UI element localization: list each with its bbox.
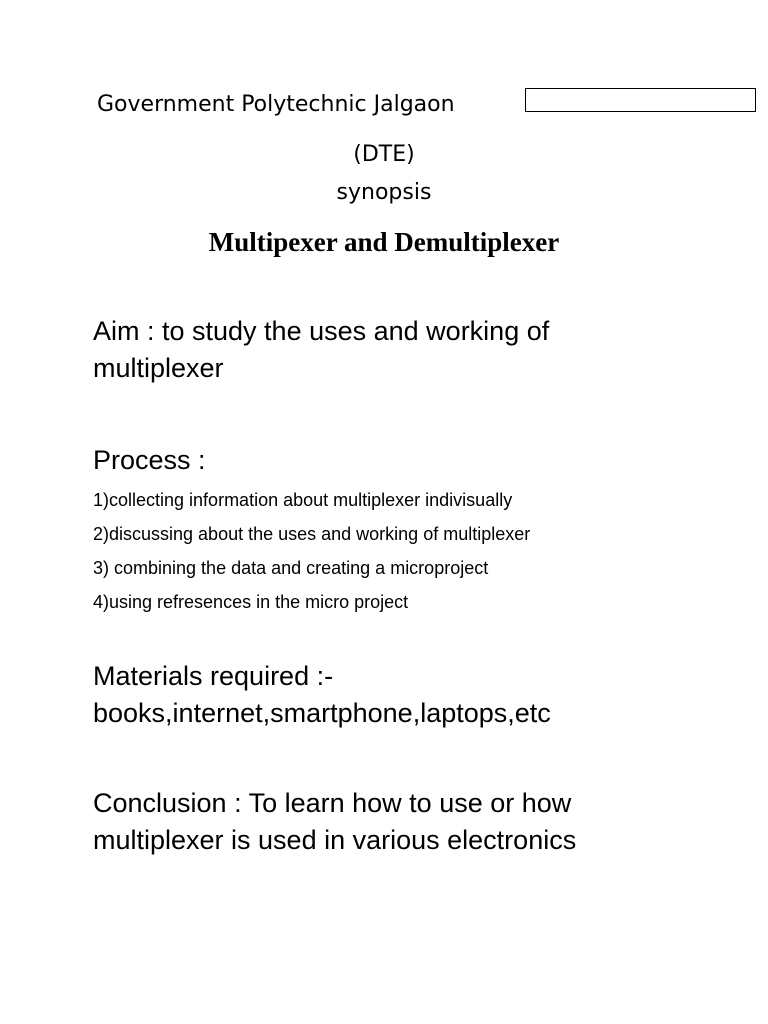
- process-step: 4)using refresences in the micro project: [93, 592, 409, 612]
- aim-section: [93, 313, 549, 387]
- conclusion-line-1: Conclusion : To learn how to use or how: [93, 788, 572, 818]
- process-heading: Process :: [93, 445, 206, 475]
- aim-line-2: multiplexer: [93, 353, 224, 383]
- institution-name: Government Polytechnic Jalgaon: [97, 92, 455, 117]
- process-step: 1)collecting information about multiplexer indivisually: [93, 490, 513, 510]
- materials-line-1: Materials required :-: [93, 661, 334, 691]
- materials-line-2: books,internet,smartphone,laptops,etc: [93, 698, 551, 728]
- document-title: Multipexer and Demultiplexer: [208, 227, 560, 257]
- conclusion-line-2: multiplexer is used in various electronics: [93, 825, 577, 855]
- materials-section: [93, 658, 551, 732]
- aim-line-1: Aim : to study the uses and working of: [93, 316, 550, 346]
- process-step: 2)discussing about the uses and working of multiplexer: [93, 524, 531, 544]
- process-step: 3) combining the data and creating a microproject: [93, 558, 489, 578]
- blank-box: [525, 88, 756, 112]
- conclusion-section: [93, 785, 576, 859]
- document-type: synopsis: [336, 180, 432, 205]
- board-label: (DTE): [353, 142, 415, 167]
